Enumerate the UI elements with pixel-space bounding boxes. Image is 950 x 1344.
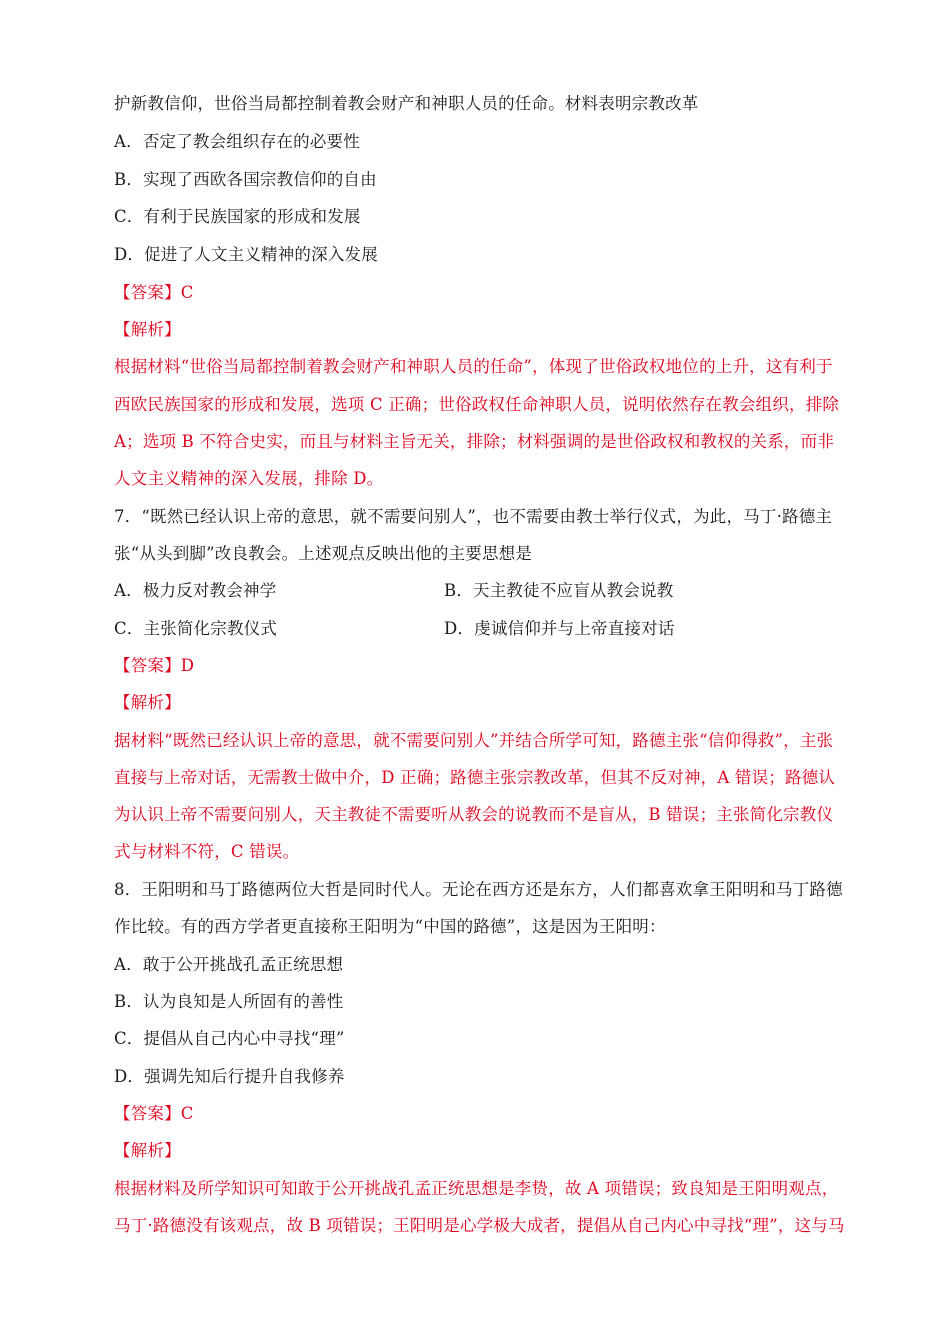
q8-option-c: C．提倡从自己内心中寻找“理”	[114, 1029, 345, 1048]
q7-analysis-line-3: 为认识上帝不需要问别人，天主教徒不需要听从教会的说教而不是盲从，B 错误；主张简化宗教仪	[114, 805, 834, 824]
q8-option-d: D．强调先知后行提升自我修养	[114, 1067, 345, 1086]
q6-stem-tail: 护新教信仰，世俗当局都控制着教会财产和神职人员的任命。材料表明宗教改革	[114, 94, 699, 113]
q8-option-b: B．认为良知是人所固有的善性	[114, 992, 344, 1011]
q7-option-d: D．虔诚信仰并与上帝直接对话	[444, 619, 675, 638]
q6-analysis-line-2: 西欧民族国家的形成和发展，选项 C 正确；世俗政权任命神职人员，说明依然存在教会组织，排除	[114, 395, 840, 414]
q8-analysis-line-2: 马丁·路德没有该观点，故 B 项错误；王阳明是心学极大成者，提倡从自己内心中寻找“理”，这与马	[114, 1216, 845, 1235]
q8-analysis-label: 【解析】	[114, 1141, 181, 1160]
q6-option-d: D．促进了人文主义精神的深入发展	[114, 245, 378, 264]
q7-option-a: A．极力反对教会神学	[114, 581, 277, 600]
q8-option-a: A．敢于公开挑战孔孟正统思想	[114, 955, 344, 974]
q7-answer: 【答案】D	[114, 656, 195, 675]
q8-analysis-line-1: 根据材料及所学知识可知敢于公开挑战孔孟正统思想是李贽，故 A 项错误；致良知是王阳明观点，	[114, 1179, 839, 1198]
q8-stem-line-1: 8．王阳明和马丁路德两位大哲是同时代人。无论在西方还是东方，人们都喜欢拿王阳明和马丁路德	[114, 880, 843, 899]
q7-analysis-line-2: 直接与上帝对话，无需教士做中介，D 正确；路德主张宗教改革，但其不反对神，A 错误；路德认	[114, 768, 836, 787]
q7-analysis-line-4: 式与材料不符，C 错误。	[114, 842, 300, 861]
q7-stem-line-1: 7．“既然已经认识上帝的意思，就不需要问别人”，也不需要由教士举行仪式，为此，马丁·路德主	[114, 507, 833, 526]
q7-analysis-line-1: 据材料“既然已经认识上帝的意思，就不需要问别人”并结合所学可知，路德主张“信仰得救”，主张	[114, 731, 834, 750]
q6-option-c: C．有利于民族国家的形成和发展	[114, 207, 361, 226]
q7-stem-line-2: 张“从头到脚”改良教会。上述观点反映出他的主要思想是	[114, 544, 533, 563]
q6-option-a: A．否定了教会组织存在的必要性	[114, 132, 360, 151]
q8-answer: 【答案】C	[114, 1104, 194, 1123]
q7-analysis-label: 【解析】	[114, 693, 181, 712]
q6-analysis-line-4: 人文主义精神的深入发展，排除 D。	[114, 469, 384, 488]
q7-option-c: C．主张简化宗教仪式	[114, 619, 278, 638]
q6-option-b: B．实现了西欧各国宗教信仰的自由	[114, 170, 377, 189]
q8-stem-line-2: 作比较。有的西方学者更直接称王阳明为“中国的路德”，这是因为王阳明：	[114, 917, 666, 936]
q6-answer: 【答案】C	[114, 283, 194, 302]
q6-analysis-line-3: A；选项 B 不符合史实，而且与材料主旨无关，排除；材料强调的是世俗政权和教权的关系，而非	[114, 432, 835, 451]
q7-option-b: B．天主教徒不应盲从教会说教	[444, 581, 674, 600]
q6-analysis-label: 【解析】	[114, 320, 181, 339]
q6-analysis-line-1: 根据材料“世俗当局都控制着教会财产和神职人员的任命”，体现了世俗政权地位的上升，这有利于	[114, 357, 833, 376]
